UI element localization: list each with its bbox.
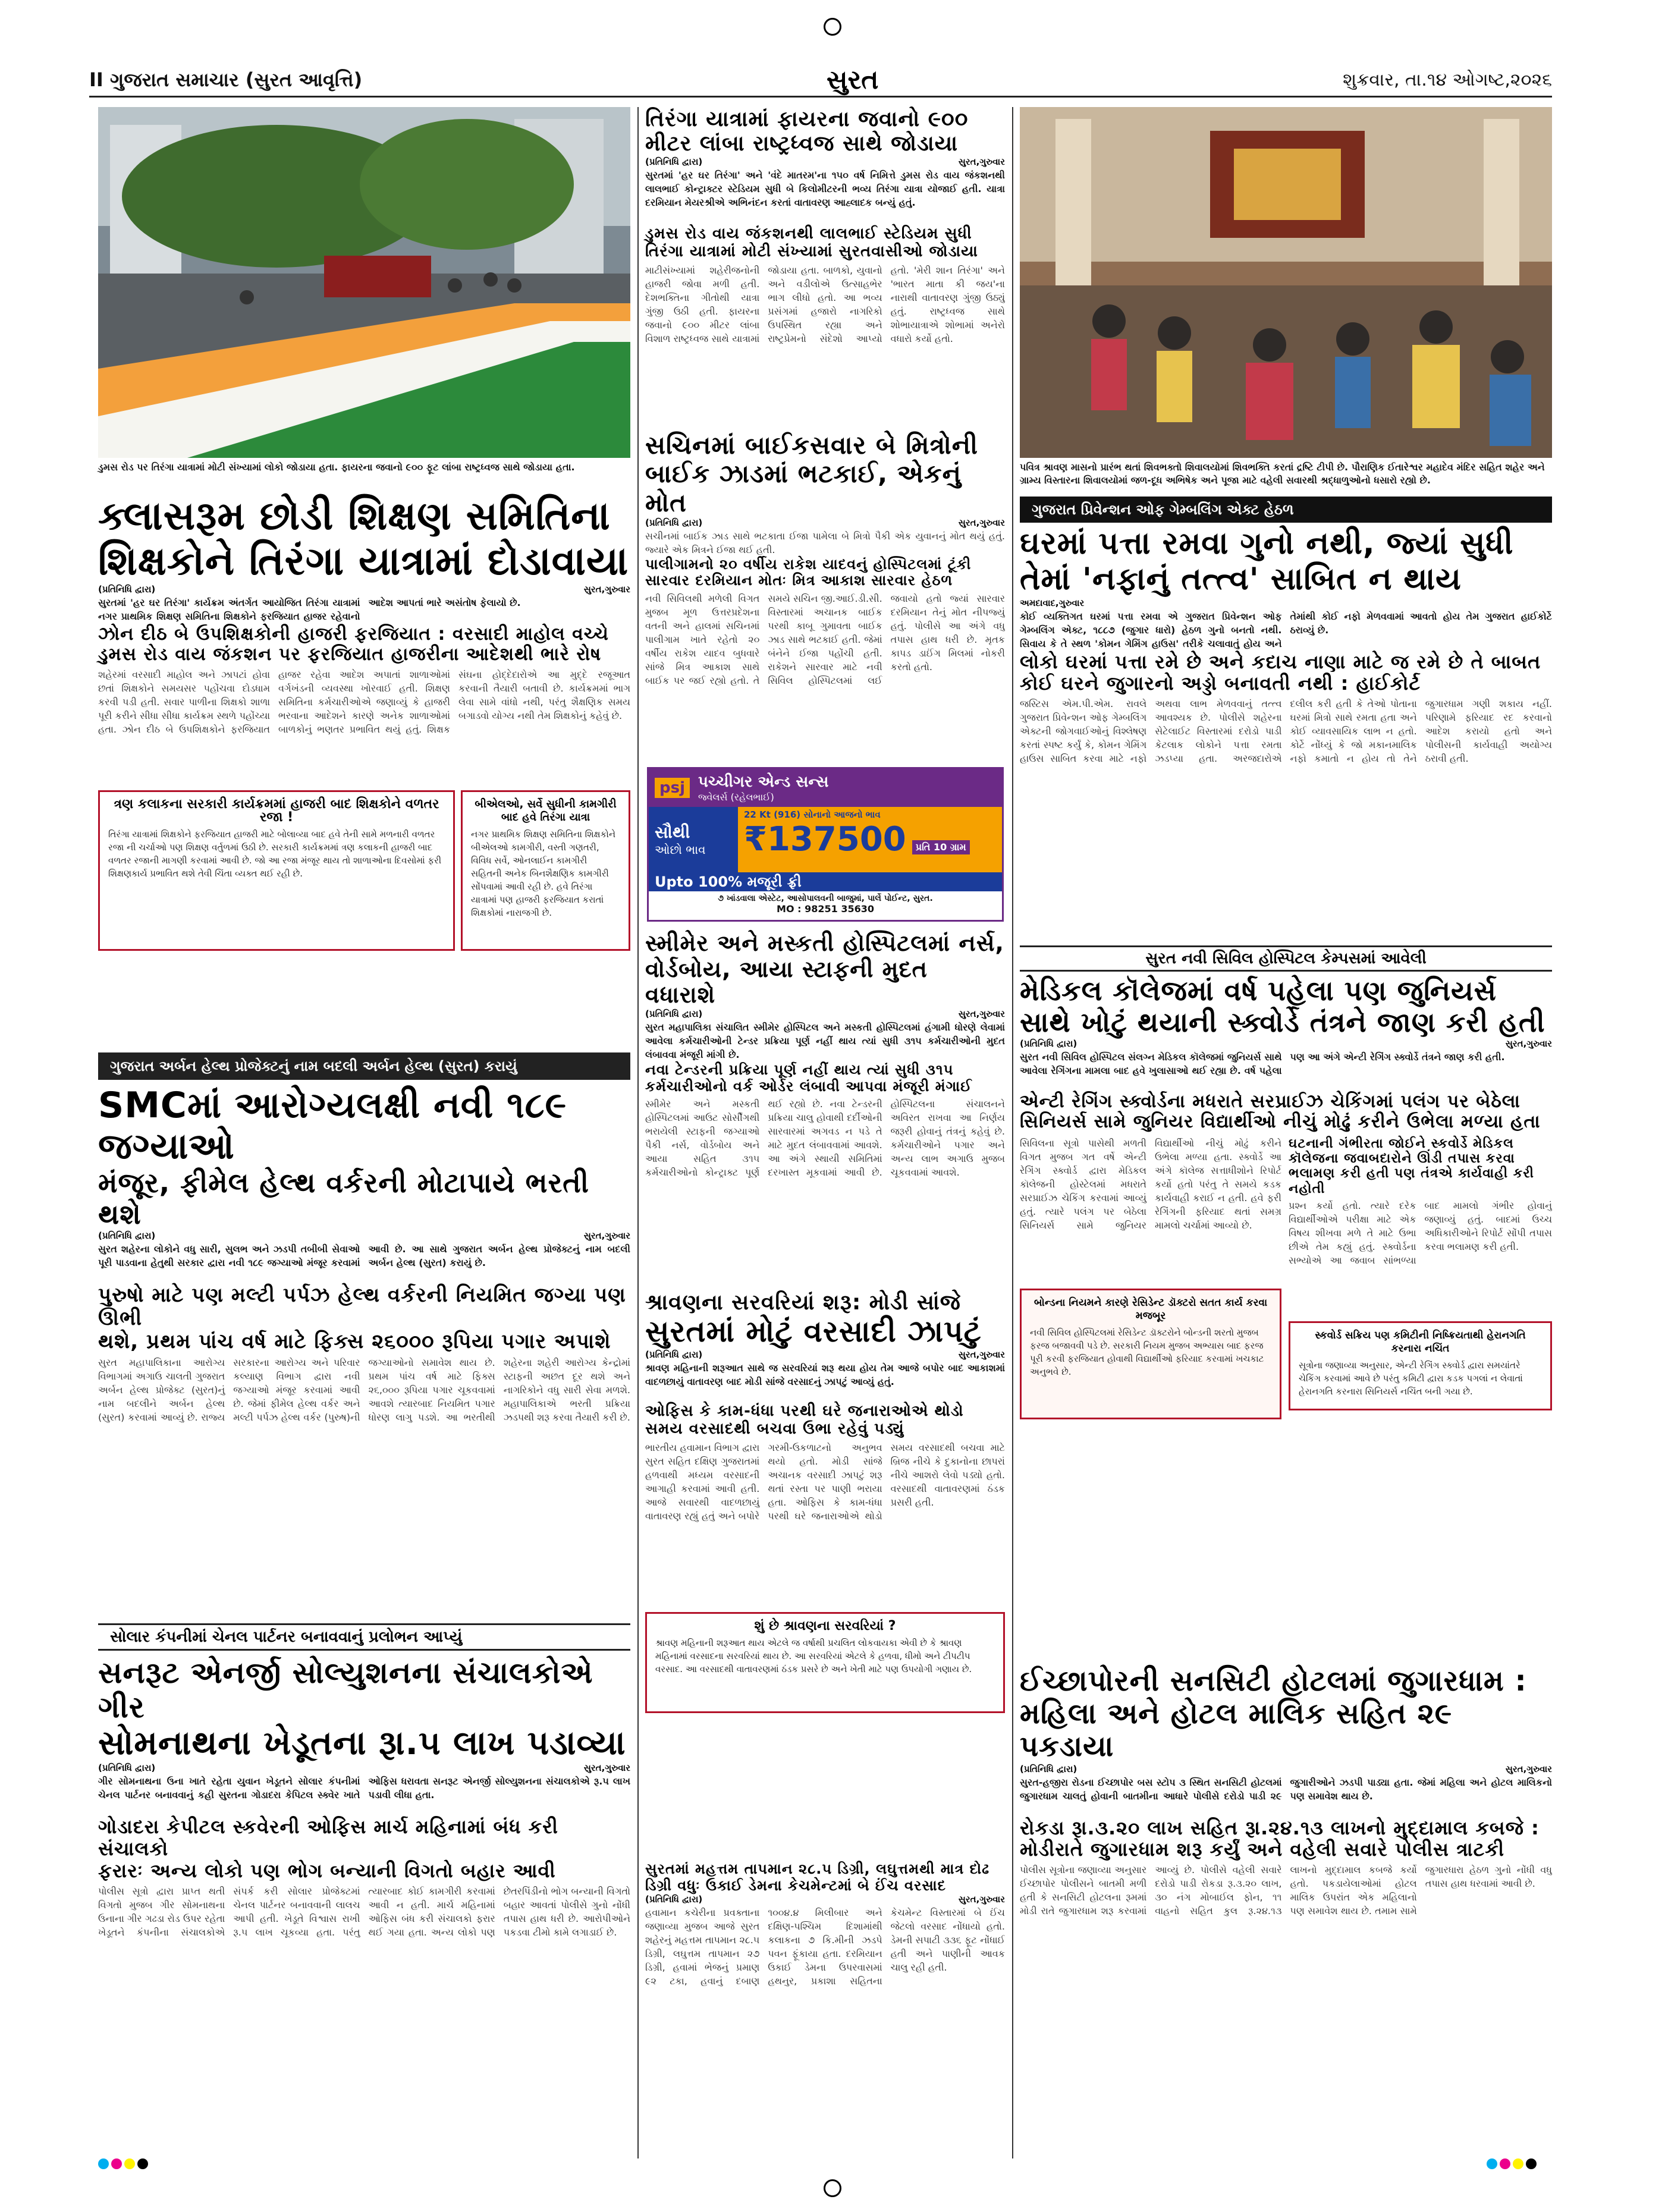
column-rule-right (1012, 107, 1013, 2158)
story3-byline-source: (પ્રતિનિધિ દ્વારા) (645, 517, 703, 528)
story10-box-bond (1020, 1289, 1281, 1419)
story9-headline-2: તેમાં 'નફાનું તત્ત્વ' સાબિત ન થાય (1020, 561, 1462, 597)
story7-subhead-1: પુરુષો માટે પણ મલ્ટી પર્પઝ હેલ્થ વર્કરની નિયમિત જગ્યા પણ ઊભી (98, 1283, 626, 1330)
ad-offer: Upto 100% મજૂરી ફ્રી (649, 872, 1002, 891)
story10-box1-title: બોન્ડના નિયમને કારણે રેસિડેન્ટ ડૉક્ટરો સતત કાર્ય કરવા મજબૂર (1033, 1296, 1268, 1322)
story3-body: નવી સિવિલથી મળેલી વિગત મુજબ મૂળ ઉત્તરપ્રદેશના વતની અને હાલમાં સચિનમાં પાલીગામ ખાતે રહેતો ૨૦ વર્ષીય રાકેશ યાદવ બુધવારે સાંજે મિત્ર આકાશ સાથે બાઈક પર જઈ રહ્યો હતો. તે સમયે સચિન જી.આઈ.ડી.સી. વિસ્તારમાં અચાનક બાઈક પરથી કાબૂ ગુમાવતા બાઈક ઝાડ સાથે ભટકાઈ હતી. જેમાં બંનેને ઈજા પહોંચી હતી. રાકેશને સારવાર માટે નવી સિવિલ હોસ્પિટલમાં લઈ જવાયો હતો જ્યાં સારવાર દરમિયાન તેનું મોત નીપજ્યું હતું. પોલીસે આ અંગે વધુ તપાસ હાથ ધરી છે. મૃતક કાપડ ડાઈંગ મિલમાં નોકરી કરતો હતો. (645, 593, 1005, 687)
story7-headline-2: મંજૂર, ફીમેલ હેલ્થ વર્કરની મોટાપાયે ભરતી થશે (98, 1167, 589, 1230)
masthead-date: શુક્રવાર, તા.૧૪ ઓગષ્ટ,૨૦૨૬ (1343, 70, 1552, 90)
ad-sub: જ્વેલર્સ (રહેલભાઈ) (698, 791, 774, 803)
story10-box1-text: નવી સિવિલ હોસ્પિટલમાં રેસિડેન્ટ ડૉક્ટરોને બોન્ડની શરતો મુજબ ફરજ બજાવવી પડે છે. સરકારી નિયમ મુજબ અભ્યાસ બાદ ફરજ પૂરી કરવી ફરજિયાત હોવાથી વિદ્યાર્થીઓ ફરિયાદ કરવામાં ખચકાટ અનુભવે છે. (1030, 1327, 1264, 1377)
story3-headline-2: બાઈક ઝાડમાં ભટકાઈ, એકનું મોત (645, 459, 962, 517)
story10-subhead-1: એન્ટી રેગિંગ સ્ક્વોર્ડના મધરાતે સરપ્રાઈઝ ચેકિંગમાં પલંગ પર બેઠેલા (1020, 1091, 1521, 1112)
story-medical-ragging (1020, 975, 1552, 1419)
story1-byline-place: સુરત,ગુરુવાર (958, 156, 1005, 167)
story2-byline-source: (પ્રતિનિધિ દ્વારા) (98, 583, 156, 595)
story10-subhead-2: સિનિયર્સ સામે જુનિયર વિદ્યાર્થીઓ નીચું મોઢું કરીને ઉભેલા મળ્યા હતા (1020, 1111, 1541, 1133)
story4-headline-2: વોર્ડબોય, આયા સ્ટાફની મુદત વધારાશે (645, 956, 928, 1008)
story10-box2-text: સૂત્રોના જણાવ્યા અનુસાર, એન્ટી રેગિંગ સ્ક્વોર્ડ દ્વારા સમયાંતરે ચેકિંગ કરવામાં આવે છે પરંતુ કમિટી દ્વારા કડક પગલાં ન લેવાતાં હેરાનગતિ કરનારા સિનિયર્સ નચિંત બની ગયા છે. (1299, 1359, 1523, 1397)
masthead (89, 64, 1552, 98)
story11-headline-1: ઈચ્છાપોરની સનસિટી હોટલમાં જુગારધામ : (1020, 1664, 1527, 1698)
story10-box-squad (1289, 1321, 1552, 1410)
story2-subhead-1: ઝોન દીઠ બે ઉપશિક્ષકોની હાજરી ફરજિયાત : વરસાદી માહોલ વચ્ચે (98, 623, 609, 645)
story-smimer-staff (645, 931, 1005, 1228)
story4-byline (645, 1008, 1005, 1019)
ad-header (649, 769, 1002, 807)
story6-byline (645, 1894, 1005, 1905)
story2-body: શહેરમાં વરસાદી માહોલ અને ઝાપટાં હોવા છતાં શિક્ષકોને સમયસર પહોંચવા દોડધામ કરવી પડી હતી. સવાર પાળીના શિક્ષકો શાળા પૂરી કરીને સીધા સીધા કાર્યક્રમ સ્થળે પહોંચ્યા હતા. ઝોન દીઠ બે ઉપશિક્ષકોને ફરજિયાત હાજર રહેવા આદેશ અપાતાં શાળાઓમાં વર્ગખંડની વ્યવસ્થા ખોરવાઈ હતી. શિક્ષણ સમિતિના કર્મચારીઓએ જણાવ્યું કે હાજરી ભરવાના આદેશને કારણે અનેક શાળાઓમાં બાળકોનું ભણતર પ્રભાવિત થયું હતું. શિક્ષક સંઘના હોદ્દેદારોએ આ મુદ્દે રજૂઆત કરવાની તૈયારી બતાવી છે. કાર્યક્રમમાં ભાગ લેવા સામે વાંધો નથી, પરંતુ શૈક્ષણિક સમય બગાડવો યોગ્ય નથી તેમ શિક્ષકોનું કહેવું છે. (98, 668, 630, 735)
ad-rate-label: 22 Kt (916) સોનાનો આજનો ભાવ (744, 809, 881, 820)
story4-byline-place: સુરત,ગુરુવાર (958, 1008, 1005, 1020)
story11-body: પોલીસ સૂત્રોના જણાવ્યા અનુસાર ઈચ્છાપોર પોલીસને બાતમી મળી હતી કે સનસિટી હોટલના રૂમમાં મોડી રાતે જુગારધામ શરૂ કરવામાં આવ્યું છે. પોલીસે વહેલી સવારે દરોડો પાડી રોકડા રૂ.૩.૨૦ લાખ, ૩૦ નંગ મોબાઈલ ફોન, ૧૧ વાહનો સહિત કુલ રૂ.૨૪.૧૩ લાખનો મુદ્દામાલ કબજે કર્યો હતો. પકડાયેલાઓમાં હોટલ માલિક ઉપરાંત એક મહિલાનો પણ સમાવેશ થાય છે. તમામ સામે જુગારધારા હેઠળ ગુનો નોંધી વધુ તપાસ હાથ ધરવામાં આવી છે. (1020, 1864, 1552, 1917)
story10-side-body: પ્રશ્ન કર્યો હતો. ત્યારે દરેક વિદ્યાર્થીઓએ પરીક્ષા માટે એક વિષય શીખવા મળે તે માટે ઉભા છીએ તેમ કહ્યું હતું. સ્ક્વોર્ડના સભ્યોએ આ જવાબ સાંભળ્યા બાદ મામલો ગંભીર હોવાનું જણાવ્યું હતું. બાદમાં ઉચ્ચ અધિકારીઓને રિપોર્ટ સોંપી તપાસ કરવા ભલામણ કરી હતી. (1289, 1199, 1552, 1266)
ad-price-box (738, 807, 1002, 872)
story7-lead: સુરત શહેરના લોકોને વધુ સારી, સુલભ અને ઝડપી તબીબી સેવાઓ પૂરી પાડવાના હેતુથી સરકાર દ્વારા નવી ૧૮૯ જગ્યાઓ મંજૂર કરવામાં આવી છે. આ સાથે ગુજરાત અર્બન હેલ્થ પ્રોજેક્ટનું નામ બદલી અર્બન હેલ્થ (સુરત) કરાયું છે. (98, 1243, 630, 1268)
story2-headline-1: ક્લાસરૂમ છોડી શિક્ષણ સમિતિના (98, 493, 611, 539)
color-bar-right (1487, 2158, 1537, 2169)
story9-subhead: લોકો ઘરમાં પત્તા રમે છે અને કદાચ નાણા માટે જ રમે છે તે બાબત કોઈ ઘરને જુગારનો અડ્ડો બનાવતી નથી : હાઈકોર્ટ (1020, 650, 1541, 695)
story5-byline-place: સુરત,ગુરુવાર (958, 1349, 1005, 1360)
story10-byline-source: (પ્રતિનિધિ દ્વારા) (1020, 1038, 1077, 1049)
story10-box2-title: સ્કવોર્ડ સક્રિય પણ કમિટીની નિષ્ક્રિયતાથી હેરાનગતિ કરનારા નચિંત (1315, 1329, 1526, 1355)
story2-box-blo (461, 790, 630, 951)
story11-byline-source: (પ્રતિનિધિ દ્વારા) (1020, 1763, 1077, 1774)
story1-headline-2: મીટર લાંબા રાષ્ટ્રધ્વજ સાથે જોડાયા (645, 131, 959, 156)
tiranga-yatra-image (98, 107, 630, 458)
story2-box-compensation (98, 790, 455, 951)
story8-body: પોલીસ સૂત્રો દ્વારા પ્રાપ્ત થતી વિગતો મુજબ ગીર સોમનાથના ઉનાના ગીર ગઢડા રોડ ઉપર રહેતા ખેડૂતને કંપનીના સંચાલકોએ સંપર્ક કરી સોલાર પ્રોજેક્ટમાં ચેનલ પાર્ટનર બનાવવાની લાલચ આપી હતી. ખેડૂતે વિશ્વાસ રાખી રૂ.૫ લાખ ચૂકવ્યા હતા. પરંતુ ત્યારબાદ કોઈ કામગીરી કરવામાં આવી ન હતી. માર્ચ મહિનામાં ઓફિસ બંધ કરી સંચાલકો ફરાર થઈ ગયા હતા. અન્ય લોકો પણ છેતરપિંડીનો ભોગ બન્યાની વિગતો બહાર આવતાં પોલીસે ગુનો નોંધી તપાસ હાથ ધરી છે. આરોપીઓને પકડવા ટીમો કામે લગાડાઈ છે. (98, 1885, 630, 1938)
shravan-temple-photo (1020, 107, 1552, 458)
story-sunroot-fraud (98, 1656, 630, 2063)
ad-brand-logo: psj (655, 778, 690, 798)
story8-byline (98, 1762, 630, 1773)
story8-subhead-1: ગોડાદરા કેપીટલ સ્કવેરની ઓફિસ માર્ચ મહિનામાં બંધ કરી સંચાલકો (98, 1815, 558, 1861)
story5-headline-1: શ્રાવણના સરવરિયાં શરૂ: મોડી સાંજે (645, 1290, 961, 1315)
story8-lead: ગીર સોમનાથના ઉના ખાતે રહેતા યુવાન ખેડૂતને સોલાર કંપનીમાં ચેનલ પાર્ટનર બનાવવાનું કહી સુરતના ગોડાદરા કેપિટલ સ્ક્વેર ખાતે ઓફિસ ધરાવતા સનરૂટ એનર્જી સોલ્યુશનના સંચાલકોએ રૂ.૫ લાખ પડાવી લીધા હતા. (98, 1776, 630, 1801)
story-suncity-gambling (1020, 1665, 1552, 2035)
story8-byline-source: (પ્રતિનિધિ દ્વારા) (98, 1762, 156, 1774)
story7-subhead-2: થશે, પ્રથમ પાંચ વર્ષ માટે ફિક્સ ૨૬૦૦૦ રૂપિયા પગાર અપાશે (98, 1329, 611, 1353)
story2-headline-2: શિક્ષકોને તિરંગા યાત્રામાં દોડાવાયા (98, 538, 629, 584)
story6-byline-place: સુરત,ગુરુવાર (958, 1894, 1005, 1905)
masthead-city: સુરત (826, 65, 879, 95)
story5-byline-source: (પ્રતિનિધિ દ્વારા) (645, 1349, 703, 1360)
band-urban-health: ગુજરાત અર્બન હેલ્થ પ્રોજેક્ટનું નામ બદલી અર્બન હેલ્થ (સુરત) કરાયું (98, 1052, 630, 1080)
story3-headline-1: સચિનમાં બાઈકસવાર બે મિત્રોની (645, 431, 978, 460)
story7-byline (98, 1230, 630, 1241)
ad-lowest-price-label (649, 807, 738, 872)
story3-subhead: પાલીગામનો ૨૦ વર્ષીય રાકેશ યાદવનું હોસ્પિટલમાં ટૂંકી સારવાર દરમિયાન મોતઃ મિત્ર આકાશ સારવાર હેઠળ (645, 555, 972, 589)
story2-subhead-2: ડુમસ રોડ વાય જંકશન પર ફરજિયાત હાજરીના આદેશથી ભારે રોષ (98, 644, 602, 665)
jeweller-advertisement (647, 767, 1004, 922)
band-civil-hospital: સુરત નવી સિવિલ હોસ્પિટલ કેમ્પસમાં આવેલી (1020, 945, 1552, 972)
story6-body: હવામાન કચેરીના પ્રવક્તાના જણાવ્યા મુજબ આજે સુરત શહેરનું મહત્તમ તાપમાન ૨૮.૫ ડિગ્રી, લઘુત્તમ તાપમાન ૨૭ ડિગ્રી, હવામાં ભેજનું પ્રમાણ ૯૨ ટકા, હવાનું દબાણ ૧૦૦૪.૪ મિલીબાર અને દક્ષિણ-પશ્ચિમ દિશામાંથી કલાકના ૭ કિ.મીની ઝડપે પવન ફૂંકાયા હતા. દરમિયાન ઉકાઈ ડેમના ઉપરવાસમાં હથનુર, પ્રકાશા સહિતના કેચમેન્ટ વિસ્તારમાં બે ઈંચ જેટલો વરસાદ નોંધાયો હતો. ડેમની સપાટી ૩૩૬ ફૂટ નોંધાઈ હતી અને પાણીની આવક ચાલુ રહી હતી. (645, 1907, 1005, 1987)
story4-lead: સુરત મહાપાલિકા સંચાલિત સ્મીમેર હોસ્પિટલ અને મસ્કતી હોસ્પિટલમાં હંગામી ધોરણે લેવામાં આવેલા કર્મચારીઓની ટેન્ડર પ્રક્રિયા પૂર્ણ નહીં થાય ત્યાં સુધી ૩૧૫ કર્મચારીઓની મુદત લંબાવવા મંજૂરી માંગી છે. (645, 1022, 1005, 1061)
story1-headline-1: તિરંગા યાત્રામાં ફાયરના જવાનો ૯૦૦ (645, 107, 969, 131)
story-smc-health-posts (98, 1085, 630, 1570)
ad-name: પચ્ચીગર એન્ડ સન્સ (698, 772, 829, 791)
story2-lead: સુરતમાં 'હર ઘર તિરંગા' કાર્યક્રમ અંતર્ગત આયોજિત તિરંગા યાત્રામાં નગર પ્રાથમિક શિક્ષણ સમિતિના શિક્ષકોને ફરજિયાત હાજર રહેવાનો આદેશ આપતાં ભારે અસંતોષ ફેલાયો છે. (98, 596, 521, 622)
ad-left2: ઓછો ભાવ (655, 843, 706, 857)
band-solar-company: સોલાર કંપનીમાં ચેનલ પાર્ટનર બનાવવાનું પ્રલોભન આપ્યું (98, 1623, 630, 1651)
story8-subhead-2: ફરારઃ અન્ય લોકો પણ ભોગ બન્યાની વિગતો બહાર આવી (98, 1859, 556, 1882)
story5-byline (645, 1349, 1005, 1360)
story-shravan-rain (645, 1290, 1005, 1713)
photo2-caption: પવિત્ર શ્રાવણ માસનો પ્રારંભ થતાં શિવભક્તો શિવાલયોમાં શિવભક્તિ કરતાં દ્રષ્ટિ ટીપી છે. પૌરાણિક ઈતારેશ્વર મહાદેવ મંદિર સહિત શહેર અને ગ્રામ્ય વિસ્તારના શિવાલયોમાં જળ-દૂધ અભિષેક અને પૂજા માટે વહેલી સવારથી શ્રદ્ધાળુઓનો ધસારો રહ્યો છે. (1020, 461, 1545, 486)
story2-byline-place: સુરત,ગુરુવાર (583, 583, 630, 595)
story5-box-title: શું છે શ્રાવણના સરવરિયાં ? (754, 1618, 896, 1633)
story9-kicker-band: ગુજરાત પ્રિવેન્શન ઓફ ગેમ્બલિંગ એક્ટ હેઠળ (1020, 497, 1552, 523)
tiranga-yatra-photo (98, 107, 630, 458)
story10-headline-1: મેડિકલ કૉલેજમાં વર્ષ પહેલા પણ જુનિયર્સ (1020, 975, 1497, 1007)
story-sachin-bike (645, 431, 1005, 699)
story4-body: સ્મીમેર અને મસ્કતી હોસ્પિટલમાં આઉટ સોર્સીંગથી ભરાયેલી સ્ટાફની જગ્યાઓ પૈકી નર્સ, વોર્ડબોય અને આયા સહિત ૩૧૫ કર્મચારીઓનો કોન્ટ્રાક્ટ પૂર્ણ થઈ રહ્યો છે. નવા ટેન્ડરની પ્રક્રિયા ચાલુ હોવાથી દર્દીઓની સારવારમાં અગવડ ન પડે તે માટે મુદત લંબાવવામાં આવશે. આ અંગે સ્થાયી સમિતિમાં દરખાસ્ત મૂકવામાં આવી છે. હોસ્પિટલના સંચાલનને અવિરત રાખવા આ નિર્ણય જરૂરી હોવાનું તંત્રનું કહેવું છે. કર્મચારીઓને પગાર અને અન્ય લાભ અગાઉ મુજબ ચૂકવવામાં આવશે. (645, 1098, 1005, 1179)
story9-headline-1: ઘરમાં પત્તા રમવા ગુનો નથી, જ્યાં સુધી (1020, 526, 1514, 561)
story2-box2-text: નગર પ્રાથમિક શિક્ષણ સમિતિના શિક્ષકોને બીએલઓ કામગીરી, વસ્તી ગણતરી, વિવિધ સર્વે, ઓનલાઈન કામગીરી સહિતની અનેક બિનશૈક્ષણિક કામગીરી સોંપવામાં આવી રહી છે. હવે તિરંગા યાત્રામાં પણ હાજરી ફરજિયાત કરાતાં શિક્ષકોમાં નારાજગી છે. (471, 828, 616, 918)
story3-lead: સચીનમાં બાઈક ઝાડ સાથે ભટકાતા ઈજા પામેલા બે મિત્રો પૈકી એક યુવાનનું મોત થયું હતું. જ્યારે એક મિત્રને ઈજા થઈ હતી. (645, 530, 1005, 555)
story1-body: માટીસંખ્યામાં શહેરીજનોની હાજરી જોવા મળી હતી. દેશભક્તિના ગીતોથી યાત્રા ગુંજી ઉઠી હતી. ફાયરના જવાનો ૯૦૦ મીટર લાંબા વિશાળ રાષ્ટ્રધ્વજ સાથે યાત્રામાં જોડાયા હતા. બાળકો, યુવાનો અને વડીલોએ ઉત્સાહભેર ભાગ લીધો હતો. આ ભવ્ય પ્રસંગમાં હજારો નાગરિકો ઉપસ્થિત રહ્યા અને રાષ્ટ્રપ્રેમનો સંદેશો આપ્યો હતો. 'મેરી શાન તિરંગા' અને 'ભારત માતા કી જય'ના નારાથી વાતાવરણ ગુંજી ઉઠ્યું હતું. રાષ્ટ્રધ્વજ સાથે શોભાયાત્રાએ શોભામાં અનેરો વધારો કર્યો હતો. (645, 264, 1005, 344)
story5-box-text: શ્રાવણ મહિનાની શરૂઆત થાય એટલે જ વર્ષાથી પ્રચલિત લોકવાયકા એવી છે કે શ્રાવણ મહિનામાં વરસાદના સરવરિયાં થાય છે. આ સરવરિયાં એટલે કે હળવા, ધીમો અને ટીપટીપ વરસાદ. આ વરસાદથી વાતાવરણમાં ઠંડક પ્રસરે છે અને ખેતી માટે પણ ઉપયોગી ગણાય છે. (655, 1637, 972, 1674)
story-tiranga-fire (645, 107, 1005, 394)
story10-body: સિવિલના સૂત્રો પાસેથી મળતી વિગત મુજબ ગત વર્ષે એન્ટી રેગિંગ સ્ક્વોર્ડ દ્વારા મેડિકલ કૉલેજની હોસ્ટેલમાં મધરાતે સરપ્રાઈઝ ચેકિંગ કરવામાં આવ્યું હતું. ત્યારે પલંગ પર બેઠેલા સિનિયર્સ સામે જુનિયર વિદ્યાર્થીઓ નીચું મોઢું કરીને ઉભેલા મળ્યા હતા. સ્ક્વોર્ડે આ અંગે કૉલેજ સત્તાધીશોને રિપોર્ટ કર્યો હતો પરંતુ તે સમયે કડક કાર્યવાહી કરાઈ ન હતી. હવે ફરી રેગિંગની ફરિયાદ થતાં સમગ્ર મામલો ચર્ચામાં આવ્યો છે. (1020, 1137, 1281, 1231)
story2-box1-text: તિરંગા યાત્રામાં શિક્ષકોને ફરજિયાત હાજરી માટે બોલાવ્યા બાદ હવે તેની સામે મળનારી વળતર રજા ની ચર્ચાઓ પણ શિક્ષણ વર્તુળમાં ઉઠી છે. સરકારી કાર્યક્રમમાં ત્રણ કલાકની હાજરી બાદ વળતર રજાની માગણી કરવામાં આવી છે. જો આ રજા મંજૂર થાય તો શાળાઓના દિવસોમાં ફરી શિક્ષણકાર્ય પ્રભાવિત થશે તેવી ચિંતા વ્યક્ત થઈ રહી છે. (108, 828, 442, 879)
story5-lead: શ્રાવણ મહિનાની શરૂઆત સાથે જ સરવરિયાં શરૂ થયા હોય તેમ આજે બપોર બાદ આકાશમાં વાદળછાયું વાતાવરણ બાદ મોડી સાંજે વરસાદનું ઝાપટું આવ્યું હતું. (645, 1362, 1005, 1387)
story9-body: જસ્ટિસ એમ.પી.એમ. રાવલે ગુજરાત પ્રિવેન્શન ઓફ ગેમ્બલિંગ એક્ટની જોગવાઈઓનું વિશ્લેષણ કરતાં સ્પષ્ટ કર્યું કે, કોમન ગેમિંગ હાઉસ સાબિત કરવા માટે નફો અથવા લાભ મેળવવાનું તત્ત્વ આવશ્યક છે. પોલીસે શહેરના સેટેલાઈટ વિસ્તારમાં દરોડો પાડી કેટલાક લોકોને પત્તા રમતા ઝડપ્યા હતા. અરજદારોએ દલીલ કરી હતી કે તેઓ પોતાના ઘરમાં મિત્રો સાથે રમતા હતા અને કોઈ વ્યાવસાયિક લાભ ન હતો. કોર્ટે નોંધ્યું કે જો મકાનમાલિક નફો કમાતો ન હોય તો તેને જુગારધામ ગણી શકાય નહીં. પરિણામે ફરિયાદ રદ કરવાનો આદેશ કરાયો હતો અને પોલીસની કાર્યવાહી અયોગ્ય ઠરાવી હતી. (1020, 698, 1552, 765)
story10-byline (1020, 1038, 1552, 1049)
story4-headline-1: સ્મીમેર અને મસ્કતી હોસ્પિટલમાં નર્સ, (645, 930, 1004, 956)
story8-headline-1: સનરૂટ એનર્જી સોલ્યુશનના સંચાલકોએ ગીર (98, 1655, 593, 1724)
story2-box2-title: બીએલઓ, સર્વે સુધીની કામગીરી બાદ હવે તિરંગા યાત્રા (475, 797, 617, 824)
story5-body: ભારતીય હવામાન વિભાગ દ્વારા સુરત સહિત દક્ષિણ ગુજરાતમાં હળવાથી મધ્યમ વરસાદની આગાહી કરવામાં આવી હતી. આજે સવારથી વાદળછાયું વાતાવરણ રહ્યું હતું અને બપોરે ગરમી-ઉકળાટનો અનુભવ થયો હતો. મોડી સાંજે અચાનક વરસાદી ઝાપટું શરૂ થતાં રસ્તા પર પાણી ભરાયા હતા. ઓફિસ કે કામ-ધંધા પરથી ઘરે જનારાઓએ થોડો સમય વરસાદથી બચવા માટે બ્રિજ નીચે કે દુકાનોના છાપરાં નીચે આશરો લેવો પડ્યો હતો. વરસાદથી વાતાવરણમાં ઠંડક પ્રસરી હતી. (645, 1441, 1005, 1522)
story5-box-shravan (645, 1612, 1005, 1713)
story10-headline-2: સાથે ખોટું થયાની સ્ક્વોર્ડે તંત્રને જાણ કરી હતી (1020, 1006, 1545, 1038)
story11-headline-2: મહિલા અને હોટલ માલિક સહિત ૨૯ પકડાયા (1020, 1697, 1453, 1764)
story-gambling-act (1020, 526, 1552, 893)
story-teachers-yatra (98, 494, 630, 951)
story7-body: સુરત મહાપાલિકાના આરોગ્ય વિભાગમાં અગાઉ ચાલતી ગુજરાત અર્બન હેલ્થ પ્રોજેક્ટ (સુરત)નું નામ બદલીને અર્બન હેલ્થ (સુરત) કરવામાં આવ્યું છે. રાજ્ય સરકારના આરોગ્ય અને પરિવાર કલ્યાણ વિભાગ દ્વારા નવી જગ્યાઓ મંજૂર કરવામાં આવી છે. જેમાં ફીમેલ હેલ્થ વર્કર અને મલ્ટી પર્પઝ હેલ્થ વર્કર (પુરુષ)ની જગ્યાઓનો સમાવેશ થાય છે. પ્રથમ પાંચ વર્ષ માટે ફિક્સ ૨૬,૦૦૦ રૂપિયા પગાર ચૂકવવામાં આવશે ત્યારબાદ નિયમિત પગાર ધોરણ લાગુ પડશે. આ ભરતીથી શહેરના શહેરી આરોગ્ય કેન્દ્રોમાં સ્ટાફની અછત દૂર થશે અને નાગરિકોને વધુ સારી સેવા મળશે. મહાપાલિકાએ ભરતી પ્રક્રિયા ઝડપથી શરૂ કરવા તૈયારી કરી છે. (98, 1357, 630, 1424)
registration-mark-bottom (824, 2179, 841, 2197)
story9-byline (1020, 598, 1552, 608)
story-temperature (645, 1861, 1005, 2078)
temple-image (1020, 107, 1552, 458)
ad-mobile: MO : 98251 35630 (777, 903, 874, 915)
story1-byline-source: (પ્રતિનિધિ દ્વારા) (645, 156, 703, 167)
story7-byline-place: સુરત,ગુરુવાર (583, 1230, 630, 1241)
ad-left1: સૌથી (655, 822, 690, 842)
story3-byline (645, 517, 1005, 528)
color-bar-left (98, 2158, 148, 2169)
story11-lead: સુરત-હજીરા રોડના ઈચ્છાપોર બસ સ્ટોપ ૩ સ્થિત સનસિટી હોટલમાં જુગારધામ ચાલતું હોવાની બાતમીના આધારે પોલીસે દરોડો પાડી ૨૯ જુગારીઓને ઝડપી પાડ્યા હતા. જેમાં મહિલા અને હોટલ માલિકનો પણ સમાવેશ થાય છે. (1020, 1776, 1552, 1802)
story6-headline: સુરતમાં મહત્તમ તાપમાન ૨૮.૫ ડિગ્રી, લઘુત્તમથી માત્ર દોઢ ડિગ્રી વધુઃ ઉકાઈ ડેમના કેચમેન્ટમાં બે ઈંચ વરસાદ (645, 1861, 990, 1894)
story8-byline-place: સુરત,ગુરુવાર (583, 1762, 630, 1774)
ad-price-row (649, 807, 1002, 872)
story5-subhead: ઓફિસ કે કામ-ધંધા પરથી ઘરે જનારાઓએ થોડો સમય વરસાદથી બચવા ઉભા રહેવું પડ્યું (645, 1402, 964, 1438)
story8-headline-2: સોમનાથના ખેડૂતના રૂા.૫ લાખ પડાવ્યા (98, 1724, 626, 1762)
story6-byline-source: (પ્રતિનિધિ દ્વારા) (645, 1894, 703, 1905)
story2-byline (98, 584, 630, 595)
story5-headline-2: સુરતમાં મોટું વરસાદી ઝાપટું (645, 1314, 982, 1349)
story1-lead: સુરતમાં 'હર ઘર તિરંગા' અને 'વંદે માતરમ'ના ૧૫૦ વર્ષ નિમિત્તે ડુમસ રોડ વાય જંકશનથી લાલભાઈ કોન્ટ્રાક્ટર સ્ટેડિયમ સુધી બે કિલોમીટરની ભવ્ય તિરંગા યાત્રા યોજાઈ હતી. યાત્રા દરમિયાન મેયરશ્રીએ અભિનંદન કરતાં વાતાવરણ આહ્લાદક બન્યું હતું. (645, 169, 1005, 208)
ad-address: ૭ ખાંડવાલા એસ્ટેટ, આસોપાલવની બાજુમાં, પાર્લે પોઈન્ટ, સુરત. (718, 894, 933, 903)
story11-byline (1020, 1764, 1552, 1774)
story11-subhead: રોકડા રૂા.૩.૨૦ લાખ સહિત રૂા.૨૪.૧૩ લાખનો મુદ્દામાલ કબજે : મોડીરાતે જુગારધામ શરૂ કર્યું અને વહેલી સવારે પોલીસ ત્રાટકી (1020, 1816, 1540, 1861)
story11-byline-place: સુરત,ગુરુવાર (1505, 1763, 1552, 1774)
story9-lead: કોઈ વ્યક્તિગત ઘરમાં પત્તા રમવા એ ગુજરાત પ્રિવેન્શન ઓફ ગેમ્બલિંગ એક્ટ, ૧૮૮૭ (જુગાર ધારો) હેઠળ ગુનો બનતો નથી. સિવાય કે તે સ્થળ 'કોમન ગેમિંગ હાઉસ' તરીકે ચલાવાતું હોય અને તેમાંથી કોઈ નફો મેળવવામાં આવતો હોય તેમ ગુજરાત હાઈકોર્ટે ઠરાવ્યું છે. (1020, 610, 1552, 649)
ad-price-unit: પ્રતિ 10 ગ્રામ (912, 840, 970, 854)
story7-headline-1: SMCમાં આરોગ્યલક્ષી નવી ૧૮૯ જગ્યાઓ (98, 1085, 567, 1167)
story4-byline-source: (પ્રતિનિધિ દ્વારા) (645, 1008, 703, 1020)
story10-lead: સુરત નવી સિવિલ હોસ્પિટલ સંલગ્ન મેડિકલ કૉલેજમાં જુનિયર્સ સાથે આવેલા રેગિંગના મામલા બાદ હવે ખુલાસાઓ થઈ રહ્યા છે. વર્ષ પહેલા પણ આ અંગે એન્ટી રેગિંગ સ્ક્વોર્ડે તંત્રને જાણ કરી હતી. (1020, 1051, 1505, 1076)
story2-box1-title: ત્રણ કલાકના સરકારી કાર્યક્રમમાં હાજરી બાદ શિક્ષકોને વળતર રજા ! (114, 796, 439, 825)
ad-price: ₹137500 (744, 820, 906, 859)
story7-byline-source: (પ્રતિનિધિ દ્વારા) (98, 1230, 156, 1241)
story1-subhead: ડુમસ રોડ વાય જંકશનથી લાલભાઈ સ્ટેડિયમ સુધી તિરંગા યાત્રામાં મોટી સંખ્યામાં સુરતવાસીઓ જોડાયા (645, 224, 978, 260)
story4-subhead: નવા ટેન્ડરની પ્રક્રિયા પૂર્ણ નહીં થાય ત્યાં સુધી ૩૧૫ કર્મચારીઓનો વર્ક ઓર્ડર લંબાવી આપવા મંજૂરી મંગાઈ (645, 1061, 972, 1095)
story10-byline-place: સુરત,ગુરુવાર (1505, 1038, 1552, 1049)
story1-byline (645, 156, 1005, 167)
story9-byline-place: અમદાવાદ,ગુરુવાર (1020, 597, 1085, 608)
masthead-paper-name: II ગુજરાત સમાચાર (સુરત આવૃત્તિ) (89, 68, 363, 91)
story10-side-title: ઘટનાની ગંભીરતા જોઈને સ્કવોર્ડે મેડિકલ કૉલેજના જવાબદારોને ઊંડી તપાસ કરવા ભલામણ કરી હતી પણ તંત્રએ કાર્યવાહી કરી નહોતી (1289, 1136, 1534, 1196)
photo1-caption: ડુમસ રોડ પર તિરંગા યાત્રામાં મોટી સંખ્યામાં લોકો જોડાયા હતા. ફાયરના જવાનો ૯૦૦ ફૂટ લાંબા રાષ્ટ્રધ્વજ સાથે જોડાયા હતા. (98, 461, 575, 473)
registration-mark-top (824, 18, 841, 36)
story3-byline-place: સુરત,ગુરુવાર (958, 517, 1005, 528)
column-rule-left (637, 107, 639, 2158)
